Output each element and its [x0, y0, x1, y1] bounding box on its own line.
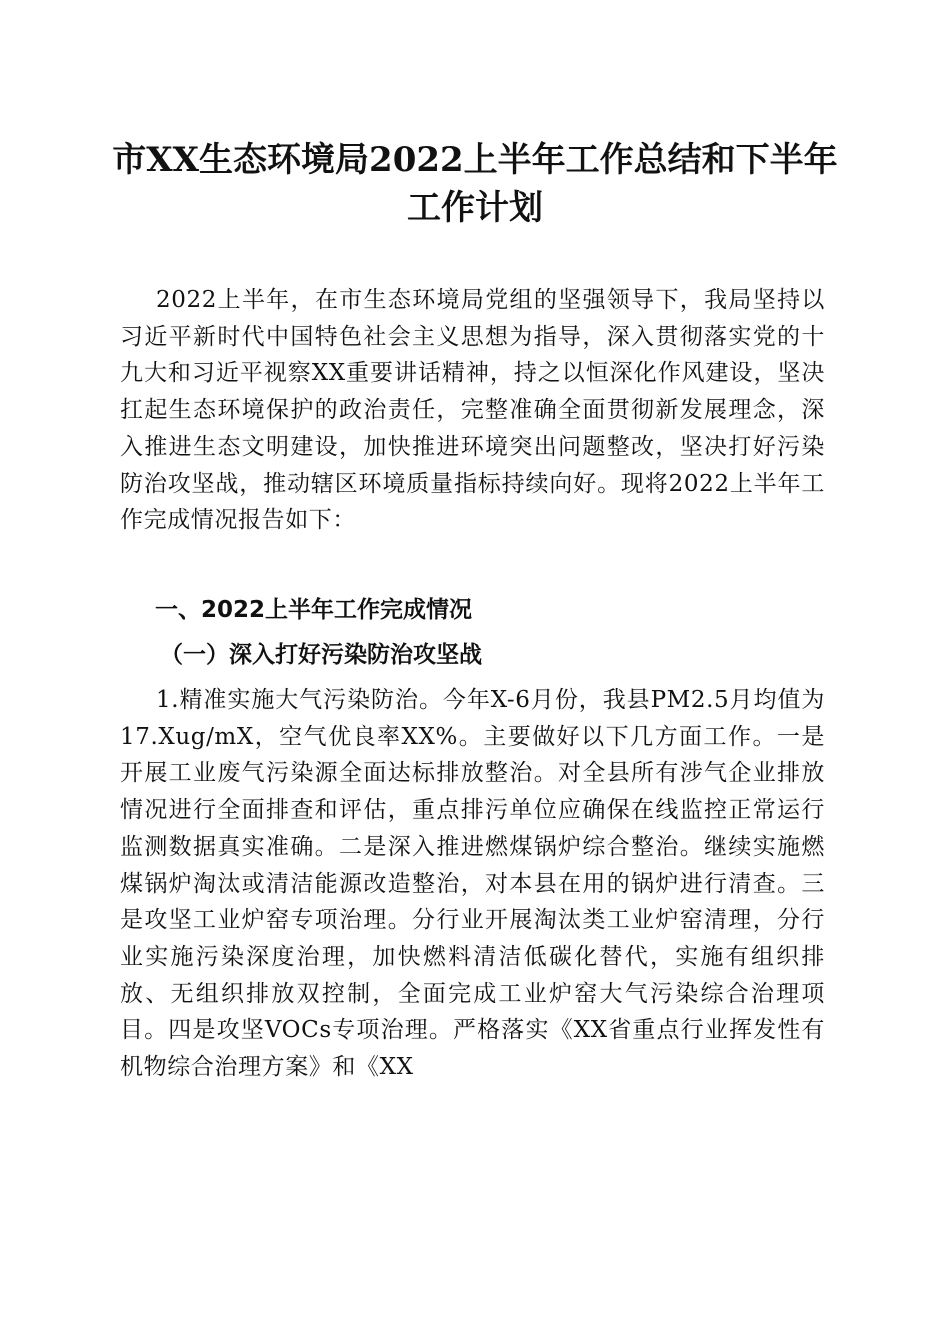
intro-paragraph: 2022上半年，在市生态环境局党组的坚强领导下，我局坚持以习近平新时代中国特色社会主义思想为指导，深入贯彻落实党的十九大和习近平视察XX重要讲话精神，持之以恒深化作风建设，坚决扛起生态环境保护的政治责任，完整准确全面贯彻新发展理念，深入推进生态文明建设，加快推进环境突出问题整改，坚决打好污染防治攻坚战，推动辖区环境质量指标持续向好。现将2022上半年工作完成情况报告如下：: [120, 287, 825, 534]
item-paragraph: 1.精准实施大气污染防治。今年X-6月份，我县PM2.5月均值为17.Xug/mX，空气优良率XX%。主要做好以下几方面工作。一是开展工业废气污染源全面达标排放整治。对全县所有涉气企业排放情况进行全面排查和评估，重点排污单位应确保在线监控正常运行监测数据真实准确。二是深入推进燃煤锅炉综合整治。继续实施燃煤锅炉淘汰或清洁能源改造整治，对本县在用的锅炉进行清查。三是攻坚工业炉窑专项治理。分行业开展淘汰类工业炉窑清理，分行业实施污染深度治理，加快燃料清洁低碳化替代，实施有组织排放、无组织排放双控制，全面完成工业炉窑大气污染综合治理项目。四是攻坚VOCs专项治理。严格落实《XX省重点行业挥发性有机物综合治理方案》和《XX: [120, 687, 825, 1081]
document-title: 市XX生态环境局2022上半年工作总结和下半年工作计划: [112, 140, 838, 228]
section-heading: 一、2022上半年工作完成情况: [155, 597, 473, 623]
subsection-heading: （一）深入打好污染防治攻坚战: [160, 641, 482, 668]
